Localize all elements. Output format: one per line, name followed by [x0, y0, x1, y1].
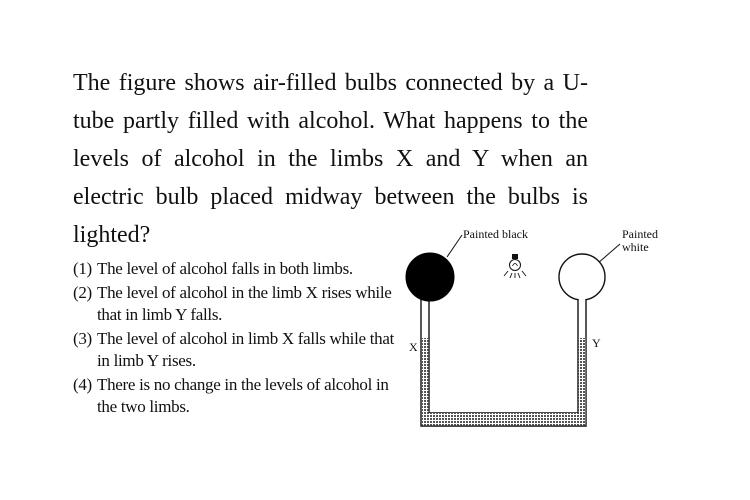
label-painted-white-1: Painted — [622, 227, 658, 241]
u-tube-figure — [400, 220, 690, 435]
option-number: (1) — [73, 259, 92, 278]
option-number: (3) — [73, 329, 92, 348]
option-1[interactable] — [73, 258, 408, 280]
label-limb-x: X — [409, 340, 418, 354]
painted-black-bulb — [406, 253, 454, 301]
leader-line-black — [447, 235, 462, 257]
option-text: There is no change in the levels of alcohol in the two limbs. — [97, 375, 389, 416]
electric-bulb-icon — [504, 254, 526, 278]
alcohol-limb-x — [422, 338, 428, 413]
question-text: The figure shows air-filled bulbs connected by a U-tube partly filled with alcohol. What happens to the levels of alcohol in the limbs X and Y when an electric bulb placed midway between the bulbs is lighted? — [73, 70, 588, 248]
label-painted-black: Painted black — [463, 227, 528, 241]
option-text: The level of alcohol falls in both limbs. — [97, 259, 353, 278]
option-number: (4) — [73, 375, 92, 394]
white-bulb-neck — [579, 298, 585, 302]
option-3[interactable] — [73, 328, 408, 372]
label-painted-white-2: white — [622, 240, 649, 254]
option-text: The level of alcohol in the limb X rises while that in limb Y falls. — [97, 283, 392, 324]
option-4[interactable] — [73, 374, 408, 418]
option-text: The level of alcohol in limb X falls while that in limb Y rises. — [97, 329, 395, 370]
option-number: (2) — [73, 283, 92, 302]
u-tube-outer — [421, 297, 586, 426]
alcohol-bottom — [422, 413, 585, 425]
label-limb-y: Y — [592, 336, 601, 350]
painted-white-bulb — [559, 254, 605, 300]
options-list — [73, 258, 408, 420]
alcohol-limb-y — [579, 338, 586, 413]
u-tube-inner — [429, 297, 578, 413]
black-bulb-neck — [422, 296, 429, 300]
option-2[interactable] — [73, 282, 408, 326]
